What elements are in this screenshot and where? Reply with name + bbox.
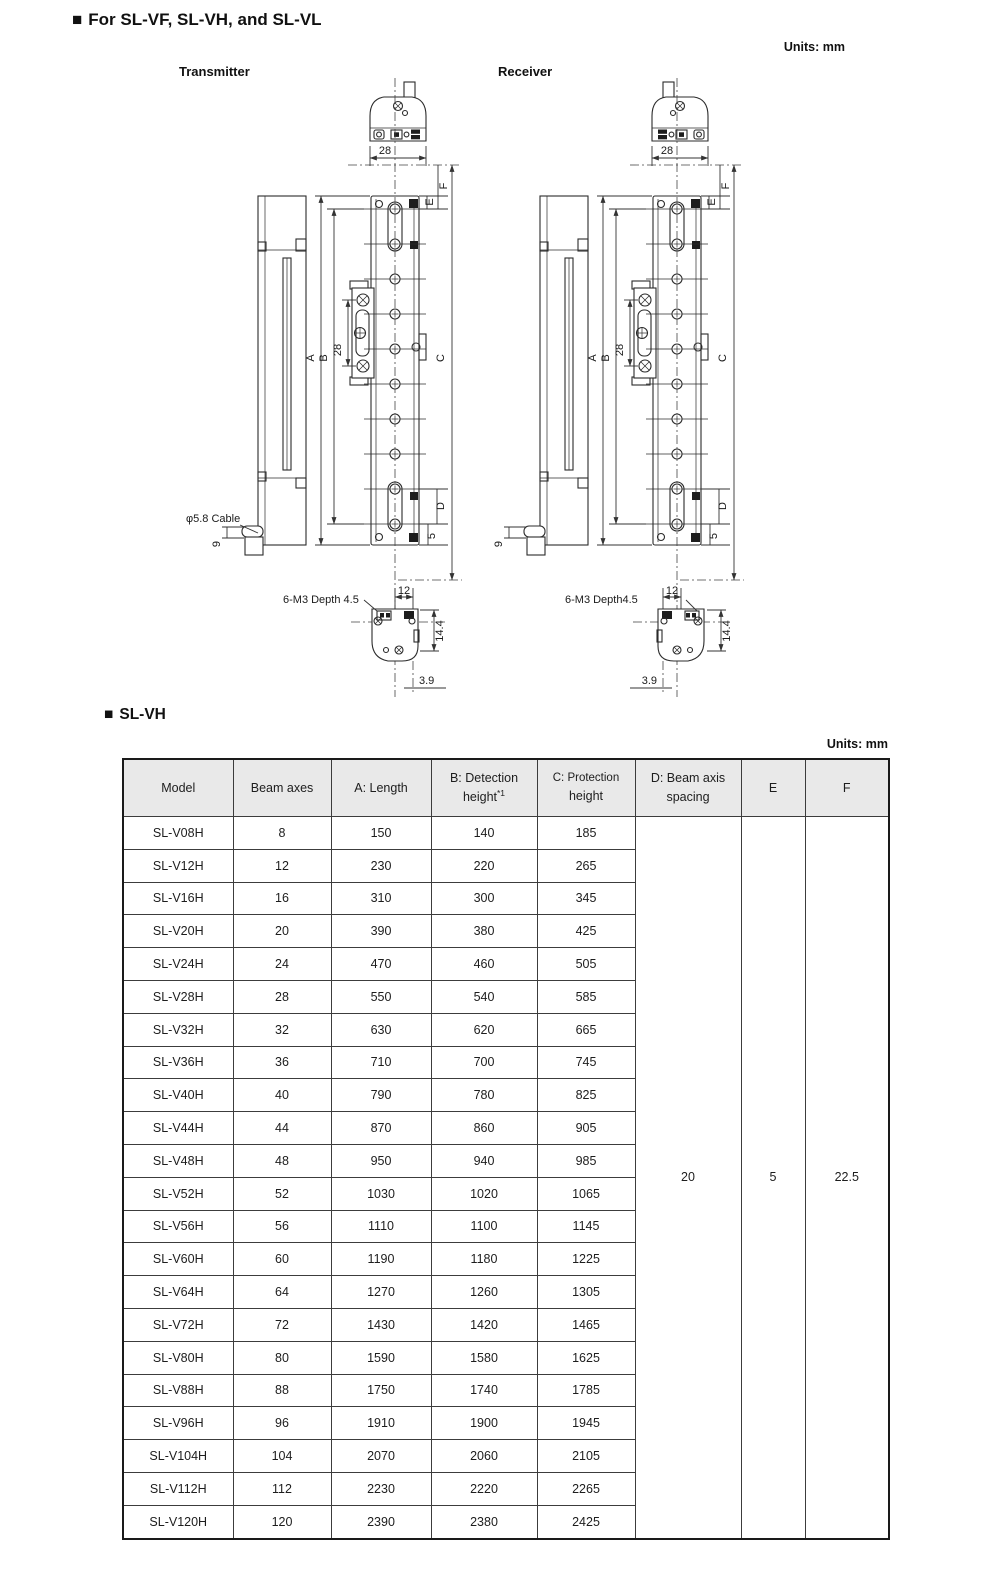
cell-b: 220 (431, 849, 537, 882)
cell-a: 870 (331, 1112, 431, 1145)
cell-beam_axes: 60 (233, 1243, 331, 1276)
cell-c: 2425 (537, 1505, 635, 1538)
cell-beam_axes: 32 (233, 1013, 331, 1046)
cell-model: SL-V40H (123, 1079, 233, 1112)
cell-model: SL-V56H (123, 1210, 233, 1243)
dim-c: C (435, 354, 447, 362)
cell-a: 790 (331, 1079, 431, 1112)
cell-c: 1625 (537, 1341, 635, 1374)
cell-beam_axes: 56 (233, 1210, 331, 1243)
cell-model: SL-V48H (123, 1144, 233, 1177)
cell-a: 950 (331, 1144, 431, 1177)
tap-label: 6-M3 Depth4.5 (565, 594, 638, 606)
cell-b: 140 (431, 817, 537, 850)
dim-a: A (587, 354, 599, 362)
cell-a: 1270 (331, 1276, 431, 1309)
dim-f: F (438, 182, 450, 190)
cell-a: 1190 (331, 1243, 431, 1276)
cell-beam_axes: 120 (233, 1505, 331, 1538)
cable-label: φ5.8 Cable (186, 513, 241, 525)
cell-c: 505 (537, 948, 635, 981)
cell-c: 585 (537, 980, 635, 1013)
cell-model: SL-V16H (123, 882, 233, 915)
cell-a: 710 (331, 1046, 431, 1079)
table-header-row (123, 759, 889, 817)
cell-b: 780 (431, 1079, 537, 1112)
cell-b: 2380 (431, 1505, 537, 1538)
cell-b: 1260 (431, 1276, 537, 1309)
dim-3-9: 3.9 (419, 675, 435, 687)
cell-a: 2390 (331, 1505, 431, 1538)
cell-b: 2220 (431, 1472, 537, 1505)
cell-a: 2230 (331, 1472, 431, 1505)
b-header-footnote: *1 (497, 788, 506, 799)
dim-bracket-pitch: 28 (332, 343, 344, 357)
cell-model: SL-V36H (123, 1046, 233, 1079)
cell-model: SL-V64H (123, 1276, 233, 1309)
cell-model: SL-V12H (123, 849, 233, 882)
dim-c: C (717, 354, 729, 362)
cell-beam_axes: 72 (233, 1308, 331, 1341)
section-title (104, 706, 166, 724)
cell-beam_axes: 12 (233, 849, 331, 882)
cell-b: 2060 (431, 1440, 537, 1473)
units-label-table: Units: mm (826, 737, 888, 751)
cell-beam_axes: 112 (233, 1472, 331, 1505)
cell-b: 1180 (431, 1243, 537, 1276)
section-marker-icon: ■ (104, 706, 114, 723)
cell-a: 1030 (331, 1177, 431, 1210)
b-header-line2: height (462, 790, 497, 805)
cell-model: SL-V112H (123, 1472, 233, 1505)
cell-a: 1750 (331, 1374, 431, 1407)
dim-b: B (318, 354, 330, 362)
col-header-d-beam-axis-spacing (635, 759, 741, 817)
cell-c: 185 (537, 817, 635, 850)
dim-12: 12 (397, 585, 411, 597)
cell-beam_axes: 20 (233, 915, 331, 948)
cell-b: 460 (431, 948, 537, 981)
cell-beam_axes: 48 (233, 1144, 331, 1177)
page-title-text: For SL-VF, SL-VH, and SL-VL (88, 10, 322, 29)
cell-b: 1580 (431, 1341, 537, 1374)
cell-b: 1420 (431, 1308, 537, 1341)
cell-model: SL-V120H (123, 1505, 233, 1538)
cell-c: 425 (537, 915, 635, 948)
col-header-f: F (805, 759, 889, 817)
cell-beam_axes: 36 (233, 1046, 331, 1079)
cell-c: 825 (537, 1079, 635, 1112)
cell-a: 470 (331, 948, 431, 981)
cell-a: 630 (331, 1013, 431, 1046)
cell-b: 860 (431, 1112, 537, 1145)
table-body (123, 817, 889, 1539)
cell-b: 540 (431, 980, 537, 1013)
cell-beam_axes: 96 (233, 1407, 331, 1440)
cell-c: 265 (537, 849, 635, 882)
table-row (123, 817, 889, 850)
cell-b: 1900 (431, 1407, 537, 1440)
cell-a: 1110 (331, 1210, 431, 1243)
cell-model: SL-V96H (123, 1407, 233, 1440)
cell-c: 1145 (537, 1210, 635, 1243)
cell-b: 300 (431, 882, 537, 915)
cell-beam_axes: 64 (233, 1276, 331, 1309)
cell-beam_axes: 104 (233, 1440, 331, 1473)
cell-a: 1430 (331, 1308, 431, 1341)
cell-model: SL-V44H (123, 1112, 233, 1145)
dim-a: A (305, 354, 317, 362)
cell-a: 150 (331, 817, 431, 850)
cell-c: 905 (537, 1112, 635, 1145)
cell-a: 1910 (331, 1407, 431, 1440)
cell-c: 1225 (537, 1243, 635, 1276)
cell-a: 390 (331, 915, 431, 948)
dimension-drawings (0, 0, 1000, 705)
dim-e: E (706, 198, 718, 206)
cell-b: 700 (431, 1046, 537, 1079)
dim-d: D (717, 502, 729, 510)
cell-c: 1945 (537, 1407, 635, 1440)
col-header-a-length: A: Length (331, 759, 431, 817)
merged-cell-e: 5 (741, 817, 805, 1539)
cell-b: 940 (431, 1144, 537, 1177)
dim-9: 9 (211, 540, 223, 548)
transmitter-label: Transmitter (179, 64, 250, 79)
units-label-top: Units: mm (783, 40, 845, 54)
merged-cell-f: 22.5 (805, 817, 889, 1539)
cell-beam_axes: 16 (233, 882, 331, 915)
cell-a: 310 (331, 882, 431, 915)
cell-c: 665 (537, 1013, 635, 1046)
cell-model: SL-V88H (123, 1374, 233, 1407)
cell-model: SL-V72H (123, 1308, 233, 1341)
dim-d: D (435, 502, 447, 510)
cell-model: SL-V20H (123, 915, 233, 948)
dim-e: E (424, 198, 436, 206)
dim-5: 5 (426, 532, 438, 540)
dim-14-4: 14.4 (721, 620, 733, 642)
col-header-b-detection-height (431, 759, 537, 817)
cell-c: 1785 (537, 1374, 635, 1407)
cell-c: 1465 (537, 1308, 635, 1341)
col-header-e: E (741, 759, 805, 817)
dim-5: 5 (708, 532, 720, 540)
cell-beam_axes: 24 (233, 948, 331, 981)
receiver-label: Receiver (498, 64, 553, 79)
dim-3-9: 3.9 (641, 675, 657, 687)
col-header-c-protection-height (537, 759, 635, 817)
cell-beam_axes: 8 (233, 817, 331, 850)
cell-b: 1020 (431, 1177, 537, 1210)
section-marker-icon: ■ (72, 10, 83, 29)
cell-model: SL-V52H (123, 1177, 233, 1210)
cell-a: 2070 (331, 1440, 431, 1473)
dim-9: 9 (493, 540, 505, 548)
dim-bracket-pitch: 28 (614, 343, 626, 357)
transmitter-diagram (186, 78, 462, 697)
receiver-diagram (493, 78, 744, 697)
dim-b: B (600, 354, 612, 362)
cell-model: SL-V24H (123, 948, 233, 981)
cell-c: 985 (537, 1144, 635, 1177)
b-header-line1: B: Detection (449, 770, 519, 785)
dim-f: F (720, 182, 732, 190)
dim-head-width: 28 (378, 145, 392, 157)
merged-cell-d-spacing: 20 (635, 817, 741, 1539)
dim-12: 12 (665, 585, 679, 597)
cell-b: 1740 (431, 1374, 537, 1407)
cell-beam_axes: 88 (233, 1374, 331, 1407)
col-header-model: Model (123, 759, 233, 817)
cell-c: 2105 (537, 1440, 635, 1473)
cell-model: SL-V32H (123, 1013, 233, 1046)
d-header-line2: spacing (666, 790, 710, 804)
cell-beam_axes: 80 (233, 1341, 331, 1374)
tap-label: 6-M3 Depth 4.5 (283, 594, 359, 606)
cell-model: SL-V08H (123, 817, 233, 850)
dim-14-4: 14.4 (434, 620, 446, 642)
cell-a: 230 (331, 849, 431, 882)
cell-b: 380 (431, 915, 537, 948)
cell-b: 1100 (431, 1210, 537, 1243)
d-header-line1: D: Beam axis (650, 771, 726, 786)
cell-model: SL-V80H (123, 1341, 233, 1374)
cell-model: SL-V60H (123, 1243, 233, 1276)
cell-a: 550 (331, 980, 431, 1013)
section-title-text: SL-VH (119, 706, 166, 723)
col-header-beam-axes: Beam axes (233, 759, 331, 817)
cell-beam_axes: 28 (233, 980, 331, 1013)
cell-a: 1590 (331, 1341, 431, 1374)
c-header-line1: C: Protection (552, 771, 620, 784)
cell-model: SL-V28H (123, 980, 233, 1013)
cell-c: 1065 (537, 1177, 635, 1210)
spec-table (122, 758, 890, 1540)
cell-beam_axes: 52 (233, 1177, 331, 1210)
cell-model: SL-V104H (123, 1440, 233, 1473)
cell-c: 345 (537, 882, 635, 915)
c-header-line2: height (568, 789, 604, 803)
dim-head-width: 28 (660, 145, 674, 157)
cell-c: 2265 (537, 1472, 635, 1505)
cell-c: 1305 (537, 1276, 635, 1309)
cell-beam_axes: 40 (233, 1079, 331, 1112)
cell-c: 745 (537, 1046, 635, 1079)
cell-b: 620 (431, 1013, 537, 1046)
cell-beam_axes: 44 (233, 1112, 331, 1145)
